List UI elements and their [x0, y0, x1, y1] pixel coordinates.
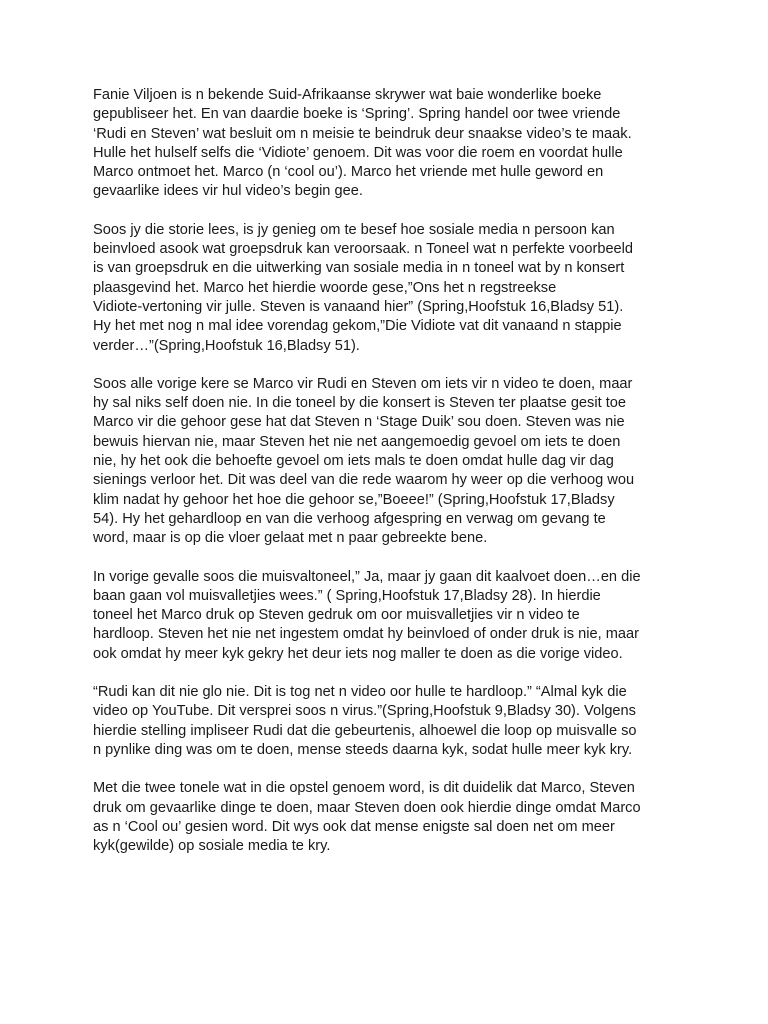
- paragraph-conclusion: Met die twee tonele wat in die opstel genoem word, is dit duidelik dat Marco, Steven druk om gevaarlike dinge te doen, maar Steven doen ook hierdie dinge omdat Marco as n ‘Cool ou’ gesien word. Dit wys ook dat mense enigste sal doen net om meer kyk(gewilde) op sosiale media te kry.: [93, 780, 641, 855]
- paragraph-mousetrap-scene: In vorige gevalle soos die muisvaltoneel,” Ja, maar jy gaan dit kaalvoet doen…en die baan gaan vol muisvalletjies wees.” ( Spring,Hoofstuk 17,Bladsy 28). In hierdie toneel het Marco druk op Steven gedruk om oor muisvalletjies vir n video te hardloop. Steven het nie net ingestem omdat hy beinvloed of onder druk is nie, maar ook omdat hy meer kyk gekry het deur iets nog maller te doen as die vorige video.: [93, 568, 641, 662]
- document-page: [93, 86, 683, 875]
- paragraph-social-media: Soos jy die storie lees, is jy genieg om te besef hoe sosiale media n persoon kan beinvloed asook wat groepsdruk kan veroorsaak. n Toneel wat n perfekte voorbeeld is van groepsdruk en die uitwerking van sosiale media in n toneel wat by n konsert plaasgevind het. Marco het hierdie woorde gese,”Ons het n regstreekse Vidiote-vertoning vir julle. Steven is vanaand hier” (Spring,Hoofstuk 16,Bladsy 51). Hy het met nog n mal idee vorendag gekom,”Die Vidiote vat dit vanaand n stappie verder…”(Spring,Hoofstuk 16,Bladsy 51).: [93, 221, 634, 354]
- paragraph-intro: Fanie Viljoen is n bekende Suid-Afrikaanse skrywer wat baie wonderlike boeke gepubliseer het. En van daardie boeke is ‘Spring’. Spring handel oor twee vriende ‘Rudi en Steven’ wat besluit om n meisie te beindruk deur snaakse video’s te maak. Hulle het hulself selfs die ‘Vidiote’ genoem. Dit was voor die roem en voordat hulle Marco ontmoet het. Marco (n ‘cool ou’). Marco het vriende met hulle geword en gevaarlike idees vir hul video’s begin gee.: [93, 87, 632, 200]
- paragraph-rudi-quote: “Rudi kan dit nie glo nie. Dit is tog net n video oor hulle te hardloop.” “Almal kyk die video op YouTube. Dit versprei soos n virus.”(Spring,Hoofstuk 9,Bladsy 30). Volgens hierdie stelling impliseer Rudi dat die gebeurtenis, alhoewel die loop op muisvalle so n pynlike ding was om te doen, mense steeds daarna kyk, sodat hulle meer kyk kry.: [93, 684, 637, 758]
- paragraph-concert-scene: Soos alle vorige kere se Marco vir Rudi en Steven om iets vir n video te doen, maar hy sal niks self doen nie. In die toneel by die konsert is Steven ter plaatse gesit toe Marco vir die gehoor gese hat dat Steven n ‘Stage Duik’ sou doen. Steven was nie bewuis hiervan nie, maar Steven het nie net aangemoedig gevoel om iets te doen nie, hy het ook die behoefte gevoel om iets mals te doen omdat hulle dag vir dag sienings verloor het. Dit was deel van die rede waarom hy weer op die verhoog wou klim nadat hy gehoor het hoe die gehoor se,”Boeee!” (Spring,Hoofstuk 17,Bladsy 54). Hy het gehardloop en van die verhoog afgespring en verwag om gevang te word, maar is op die vloer gelaat met n paar gebreekte bene.: [93, 375, 635, 547]
